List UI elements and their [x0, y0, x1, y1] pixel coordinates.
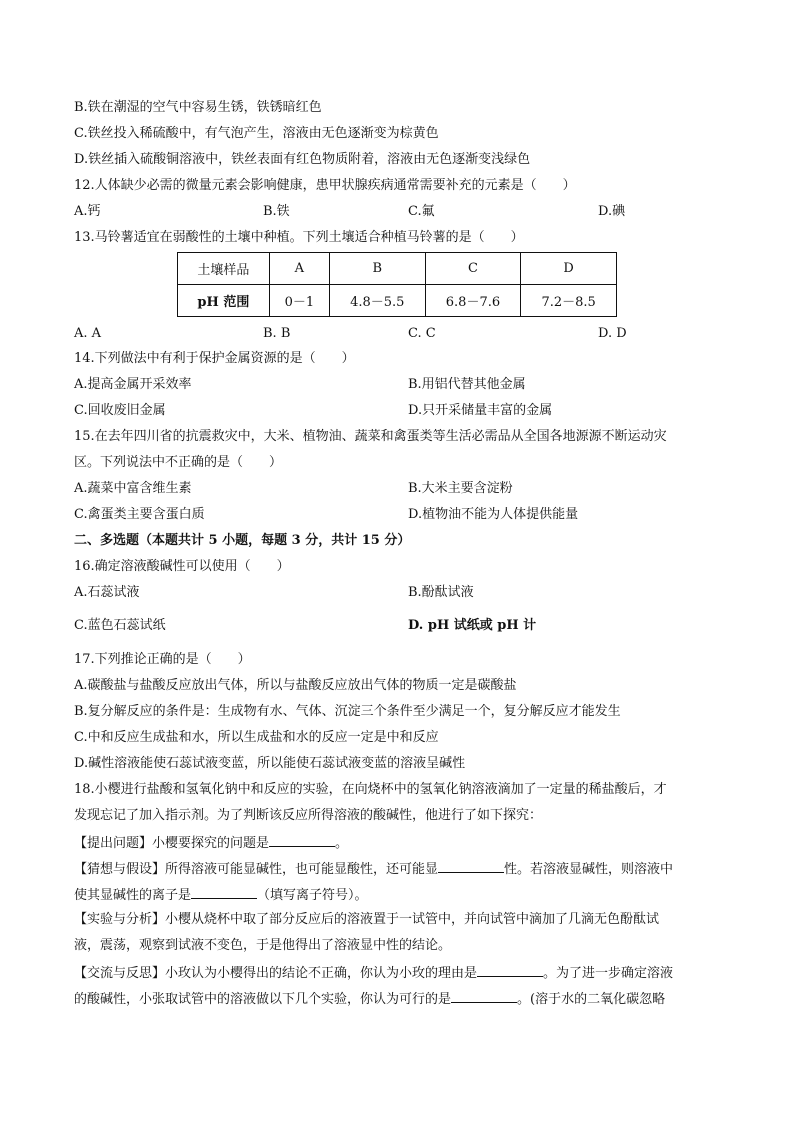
q18-line1: 18.小樱进行盐酸和氢氧化钠中和反应的实验，在向烧杯中的氢氧化钠溶液滴加了一定量的稀盐酸后，才 [74, 782, 667, 797]
question-text: 小樱要探究的问题是 [152, 836, 270, 851]
table-row [178, 285, 617, 317]
hypothesis-text: 所得溶液可能显碱性，也可能显酸性，还可能显 [165, 862, 439, 877]
q17-option-b: B.复分解反应的条件是：生成物有水、气体、沉淀三个条件至少满足一个，复分解反应才能发生 [74, 704, 621, 719]
q14-option-a: A.提高金属开采效率 [74, 377, 192, 392]
answer-blank[interactable] [191, 885, 257, 899]
q12-option-c: C.氟 [408, 204, 435, 219]
q18-experiment-line2: 液，震荡，观察到试液不变色，于是他得出了溶液显中性的结论。 [74, 938, 452, 953]
q12-option-b: B.铁 [263, 204, 290, 219]
table-header-cell: 土壤样品 [178, 253, 270, 285]
q18-experiment-line1 [74, 911, 659, 929]
reflection-text-4: 。(溶于水的二氧化碳忽略 [517, 992, 666, 1007]
q12-option-d: D.碘 [598, 204, 626, 219]
q16-option-d: D. pH 试纸或 pH 计 [408, 618, 537, 633]
answer-blank[interactable] [477, 963, 543, 977]
section-tag: 【提出问题】 [74, 836, 153, 851]
q15-option-a: A.蔬菜中富含维生素 [74, 481, 192, 496]
q16-stem: 16.确定溶液酸碱性可以使用（ ） [74, 559, 290, 574]
q18-line2: 发现忘记了加入指示剂。为了判断该反应所得溶液的酸碱性，他进行了如下探究： [74, 808, 543, 823]
q18-hypothesis-line1 [74, 859, 673, 879]
answer-blank[interactable] [451, 989, 517, 1003]
hypothesis-text-2: 性。若溶液显碱性，则溶液中 [504, 862, 674, 877]
section-tag: 【实验与分析】 [74, 912, 166, 927]
q16-option-a: A.石蕊试液 [74, 585, 140, 600]
q17-option-d: D.碱性溶液能使石蕊试液变蓝，所以能使石蕊试液变蓝的溶液呈碱性 [74, 756, 466, 771]
q13-option-c: C. C [408, 326, 436, 341]
table-header-cell: D [521, 253, 617, 285]
section-tag: 【交流与反思】 [74, 966, 166, 981]
table-cell: 7.2－8.5 [521, 285, 617, 317]
q15-option-c: C.禽蛋类主要含蛋白质 [74, 507, 205, 522]
table-cell: 0－1 [269, 285, 329, 317]
reflection-text-3: 的酸碱性，小张取试管中的溶液做以下几个实验，你认为可行的是 [74, 992, 452, 1007]
answer-blank[interactable] [438, 859, 504, 873]
soil-ph-table [177, 252, 617, 317]
q11-option-d: D.铁丝插入硫酸铜溶液中，铁丝表面有红色物质附着，溶液由无色逐渐变浅绿色 [74, 152, 531, 167]
q11-option-c: C.铁丝投入稀硫酸中，有气泡产生，溶液由无色逐渐变为棕黄色 [74, 126, 439, 141]
table-header-cell: A [269, 253, 329, 285]
table-header-cell: B [329, 253, 425, 285]
q18-hypothesis-line2 [74, 885, 368, 905]
q18-reflection-line1 [74, 963, 673, 983]
answer-blank[interactable] [269, 833, 335, 847]
q13-stem: 13.马铃薯适宜在弱酸性的土壤中种植。下列土壤适合种植马铃薯的是（ ） [74, 230, 524, 245]
q18-raise-question [74, 833, 348, 853]
q14-stem: 14.下列做法中有利于保护金属资源的是（ ） [74, 351, 355, 366]
q15-option-b: B.大米主要含淀粉 [408, 481, 513, 496]
q14-option-c: C.回收废旧金属 [74, 403, 166, 418]
experiment-text: 小樱从烧杯中取了部分反应后的溶液置于一试管中，并向试管中滴加了几滴无色酚酞试 [165, 912, 660, 927]
q16-option-b: B.酚酞试液 [408, 585, 474, 600]
q15-stem-line2: 区。下列说法中不正确的是（ ） [74, 455, 283, 470]
q14-option-b: B.用铝代替其他金属 [408, 377, 526, 392]
q13-option-a: A. A [74, 326, 102, 341]
table-header-cell: C [425, 253, 521, 285]
hypothesis-text-3: 使其显碱性的离子是 [74, 888, 192, 903]
q13-option-b: B. B [263, 326, 291, 341]
q16-option-c: C.蓝色石蕊试纸 [74, 618, 166, 633]
q18-reflection-line2 [74, 989, 665, 1009]
q15-option-d: D.植物油不能为人体提供能量 [408, 507, 579, 522]
hypothesis-text-4: （填写离子符号）。 [257, 888, 368, 903]
q12-option-a: A.钙 [74, 204, 101, 219]
section-tag: 【猜想与假设】 [74, 862, 166, 877]
q15-stem-line1: 15.在去年四川省的抗震救灾中，大米、植物油、蔬菜和禽蛋类等生活必需品从全国各地源源不断运动灾 [74, 429, 667, 444]
q17-option-c: C.中和反应生成盐和水，所以生成盐和水的反应一定是中和反应 [74, 730, 439, 745]
table-header-row [178, 253, 617, 285]
q17-option-a: A.碳酸盐与盐酸反应放出气体，所以与盐酸反应放出气体的物质一定是碳酸盐 [74, 678, 517, 693]
q12-stem: 12.人体缺少必需的微量元素会影响健康，患甲状腺疾病通常需要补充的元素是（ ） [74, 178, 576, 193]
q17-stem: 17.下列推论正确的是（ ） [74, 652, 251, 667]
section-title: 二、多选题（本题共计 5 小题，每题 3 分，共计 15 分） [74, 533, 411, 548]
table-cell: 6.8－7.6 [425, 285, 521, 317]
q11-option-b: B.铁在潮湿的空气中容易生锈，铁锈暗红色 [74, 100, 322, 115]
reflection-text: 小玫认为小樱得出的结论不正确，你认为小玫的理由是 [165, 966, 478, 981]
q13-option-d: D. D [598, 326, 627, 341]
reflection-text-2: 。为了进一步确定溶液 [543, 966, 674, 981]
table-row-label: pH 范围 [178, 285, 270, 317]
question-text-end: 。 [335, 836, 349, 851]
q14-option-d: D.只开采储量丰富的金属 [408, 403, 553, 418]
table-cell: 4.8－5.5 [329, 285, 425, 317]
